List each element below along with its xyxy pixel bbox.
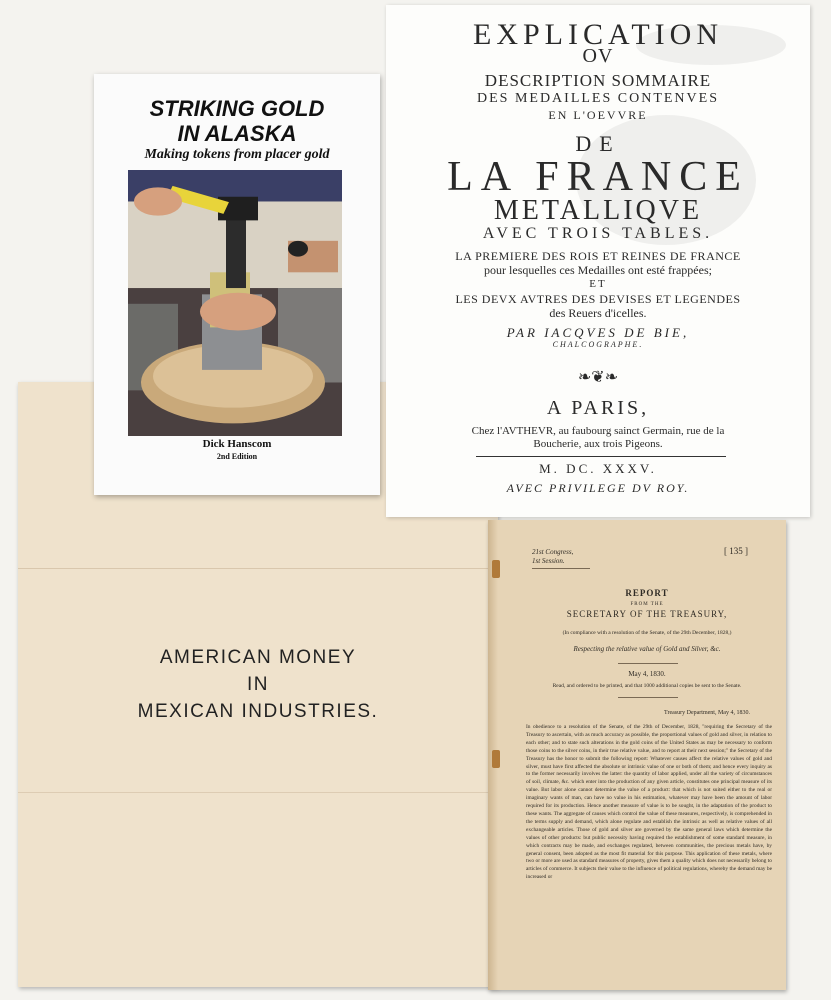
book-subtitle: Making tokens from placer gold <box>144 147 330 162</box>
title-line: AVEC TROIS TABLES. <box>482 225 714 242</box>
report-secretary: SECRETARY OF THE TREASURY, <box>566 609 728 619</box>
rule-line <box>532 568 590 569</box>
divider <box>476 456 726 457</box>
french-title-page <box>386 5 810 517</box>
striking-gold-book <box>94 74 380 495</box>
title-line: LA FRANCE <box>447 154 749 200</box>
congress-label <box>532 548 573 566</box>
title-line: LA PREMIERE DES ROIS ET REINES DE FRANCE <box>455 249 741 263</box>
report-date: May 4, 1830. <box>628 670 666 678</box>
congress-line: 21st Congress, <box>532 548 574 556</box>
binding-tie <box>492 750 500 768</box>
report-from: FROM THE <box>630 602 664 607</box>
edition-label: 2nd Edition <box>216 452 258 461</box>
title-line: DESCRIPTION SOMMAIRE <box>484 71 712 90</box>
binding-tie <box>492 560 500 578</box>
title-line: pour lesquelles ces Medailles ont esté frappées; <box>484 263 712 277</box>
title-line: PAR IACQVES DE BIE, <box>506 325 690 340</box>
cover-photo <box>128 170 342 436</box>
report-dept-line: Treasury Department, May 4, 1830. <box>664 710 750 716</box>
treasury-report-page <box>488 520 786 990</box>
ornament-icon: ❧❦❧ <box>577 369 619 386</box>
imprint-line: Chez l'AVTHEVR, au faubourg sainct Germain, rue de la <box>471 425 725 437</box>
title-line: METALLIQVE <box>493 195 703 226</box>
author-name: Dick Hanscom <box>202 438 272 450</box>
book-title <box>94 96 380 146</box>
privilege-line: AVEC PRIVILEGE DV ROY. <box>506 481 690 495</box>
book-title-line: IN ALASKA <box>177 121 297 146</box>
title-line: MEXICAN INDUSTRIES. <box>137 701 379 722</box>
book-title-line: STRIKING GOLD <box>149 96 325 121</box>
title-line: DE <box>575 131 621 156</box>
booklet-title <box>18 644 498 725</box>
page-number: [ 135 ] <box>724 546 748 556</box>
report-compliance: (In compliance with a resolution of the Senate, of the 29th December, 1828,) <box>562 630 732 636</box>
fold-line <box>18 792 498 793</box>
imprint-year: M. DC. XXXV. <box>539 461 657 476</box>
title-line: des Reuers d'icelles. <box>549 306 647 320</box>
report-body-text: In obedience to a resolution of the Senate, of the 29th of December, 1828, "requiring the Secretary of the Treasury to ascertain, with as much accuracy as possible, the proportional values of gold and silver, in relation to each other; and to state such alterations in the gold coins of the United States as may be necessary to conform those coins to the silver coins, in their true relative value, and to report at their next session;" the Secretary of the Treasury has the honor to submit the following report: Whatever causes affect the relative values of gold and silver, must have first affected the absolute or intrinsic value of one or both of them; and hence every inquiry as to the former necessarily involves the latter: the quantity of labor applied, under all the variety of circumstances of soil, climate, &c. which enter into the production of any given article, constitutes one principal measure of its value. But labor alone cannot determine the value of a product: that which is not suited either to the real or imaginary wants of man, can have no value in his estimation, whatever may have been the amount of labor required for its production. Hence another measure of value is to be sought, in the adaptation of the product to these wants. The aggregate of causes which control the value of these measures, respectively, is comprehended in the terms supply and demand, which alone regulate and establish the intrinsic as well as relative values of all exchangeable articles. Those of gold and silver are governed by the same general laws which determine the values of other products: but public necessity having required the establishment of some standard measure, in which contracts may be made, and exchanges regulated, between communities, the precious metals have, by general consent, been adopted as the most fit material for this purpose. This application of these metals, where two or more are used as standard measures of property, gives them a quality which does not necessarily belong to articles of commerce. It subjects their value to the influence of political regulations, whereby the demand may be increased or <box>526 724 772 881</box>
title-line: EXPLICATION <box>473 18 723 51</box>
title-line: LES DEVX AVTRES DES DEVISES ET LEGENDES <box>455 292 741 306</box>
report-heading: REPORT <box>625 588 669 598</box>
rule-line <box>618 697 678 698</box>
congress-line: 1st Session. <box>532 557 565 565</box>
title-line: ET <box>589 278 607 290</box>
title-line: EN L'OEVVRE <box>548 108 648 122</box>
rule-line <box>618 663 678 664</box>
imprint-line: Boucherie, aux trois Pigeons. <box>533 438 663 450</box>
imprint-place: A PARIS, <box>546 397 650 419</box>
title-line: OV <box>582 45 614 67</box>
report-read-line: Read, and ordered to be printed, and that 1000 additional copies be sent to the Senate. <box>552 683 742 689</box>
report-subject: Respecting the relative value of Gold and Silver, &c. <box>573 645 721 653</box>
fold-line <box>18 568 498 569</box>
title-line: AMERICAN MONEY <box>159 647 357 668</box>
title-line: IN <box>247 674 269 695</box>
title-line: CHALCOGRAPHE. <box>552 340 644 349</box>
title-line: DES MEDAILLES CONTENVES <box>477 91 719 106</box>
